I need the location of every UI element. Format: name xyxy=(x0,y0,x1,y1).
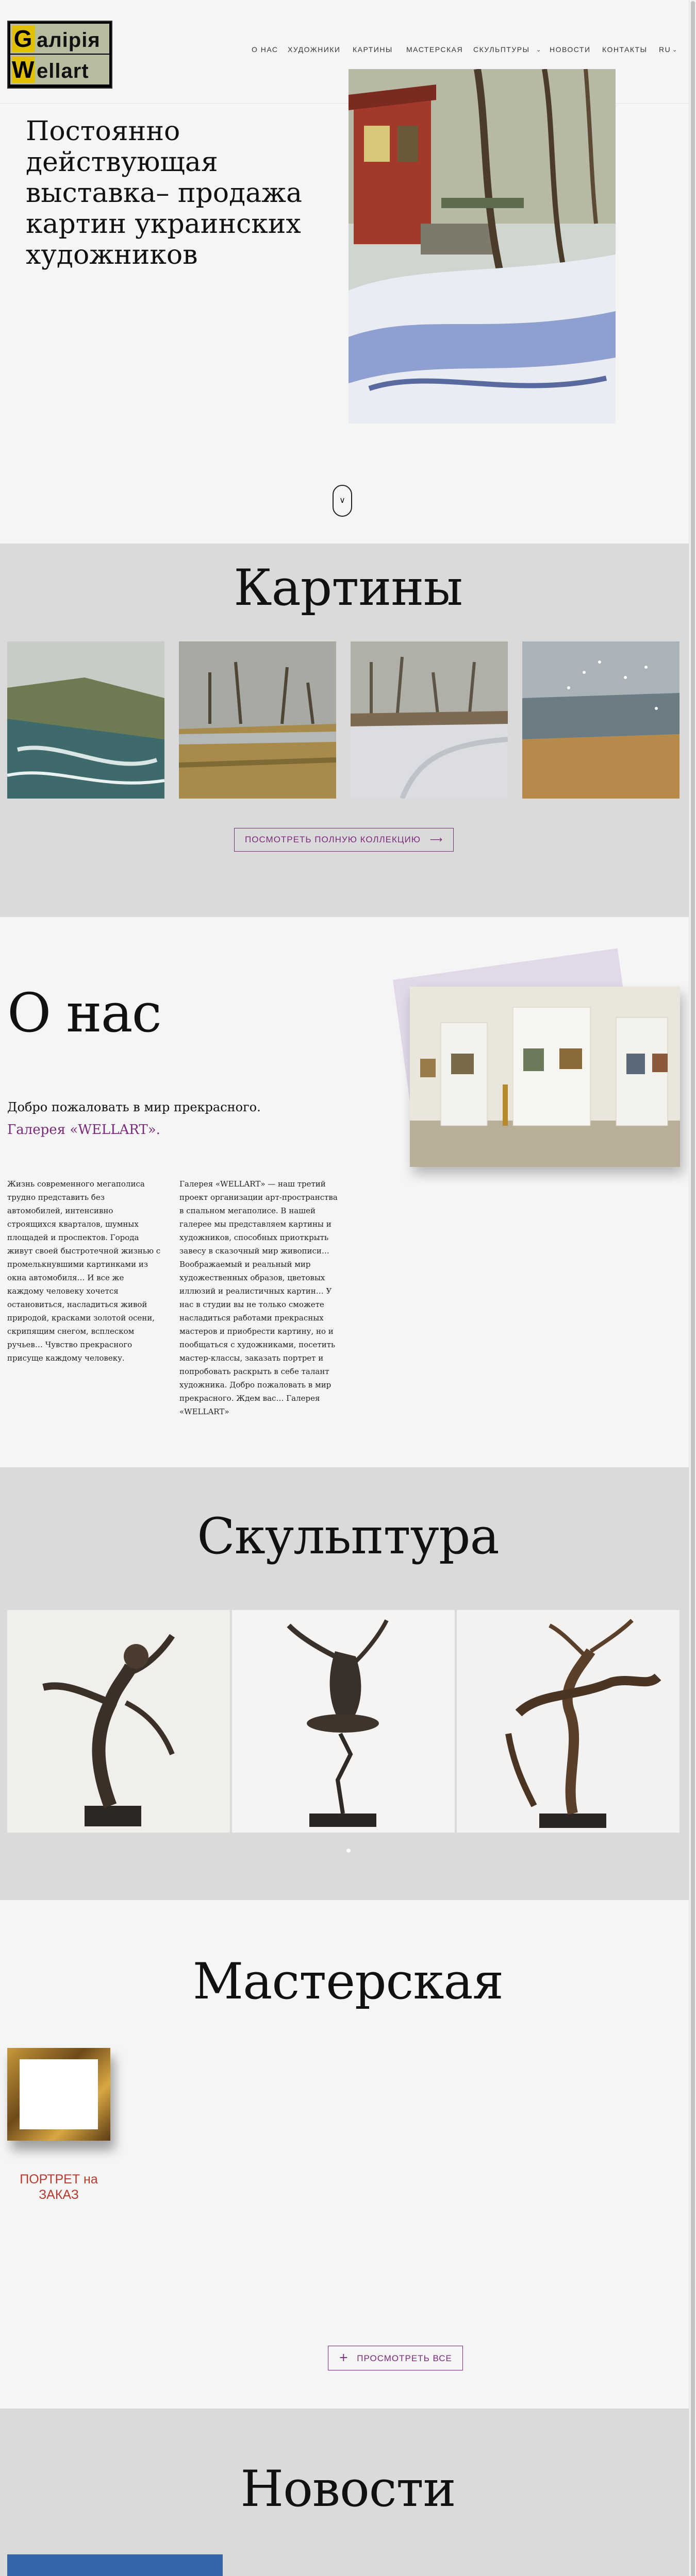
arrow-right-icon: ⟶ xyxy=(429,835,443,845)
portrait-card[interactable] xyxy=(7,2048,110,2208)
portrait-frame xyxy=(7,2048,110,2141)
about-welcome: Добро пожаловать в мир прекрасного. xyxy=(7,1100,261,1114)
carousel-dot-active[interactable] xyxy=(346,1849,351,1853)
scrollbar-thumb[interactable] xyxy=(691,1,695,2576)
logo-cap-g: G xyxy=(12,25,35,52)
nav-item-sculptures[interactable]: СКУЛЬПТУРЫ xyxy=(473,45,530,54)
view-full-collection-button[interactable] xyxy=(234,828,454,852)
view-all-button[interactable] xyxy=(328,2346,463,2370)
painting-thumb-4[interactable] xyxy=(522,641,680,799)
sculpture-card-1[interactable] xyxy=(7,1610,230,1833)
chevron-down-icon[interactable]: ⌄ xyxy=(672,47,678,53)
portrait-frame-canvas xyxy=(20,2059,98,2129)
about-title: О нас xyxy=(7,981,161,1044)
about-column-1: Жизнь современного мегаполиса трудно представить без автомобилей, интенсивно строящихся кварталов, шумных площадей и проспектов. Города живут своей быстротечной жизнью с промелькнувшими картинками из окна автомобиля… И все же каждому человеку хочется остановиться, насладиться живой природой, красками золотой осени, скрипящим снегом, всплеском ручьев… Чувство прекрасного присуще каждому человеку. xyxy=(7,1179,161,1363)
news-title: Новости xyxy=(240,2460,456,2518)
nav-item-language[interactable]: RU xyxy=(659,45,671,54)
site-logo[interactable] xyxy=(7,21,112,89)
carousel-dots xyxy=(342,1849,355,1854)
painting-image xyxy=(522,641,680,799)
nav-item-paintings[interactable]: КАРТИНЫ xyxy=(353,45,393,54)
hero-painting-image xyxy=(349,69,616,423)
nav-item-contacts[interactable]: КОНТАКТЫ xyxy=(602,45,648,54)
paintings-section xyxy=(0,544,696,917)
painting-image xyxy=(179,641,336,799)
news-card-image[interactable] xyxy=(7,2554,223,2576)
paintings-title: Картины xyxy=(234,559,462,617)
portrait-card-label: ПОРТРЕТ на ЗАКАЗ xyxy=(20,2172,98,2202)
hero-painting[interactable] xyxy=(349,69,616,423)
nav-item-about[interactable]: О НАС xyxy=(252,45,278,54)
sculpture-image xyxy=(457,1610,680,1833)
sculpture-card-3[interactable] xyxy=(457,1610,680,1833)
nav-item-news[interactable]: НОВОСТИ xyxy=(550,45,591,54)
painting-thumb-3[interactable] xyxy=(351,641,508,799)
about-photo[interactable] xyxy=(410,987,680,1167)
logo-word-2: ellart xyxy=(37,60,89,82)
hero-title: Постоянно действующая выставка– продажа картин украинских художников xyxy=(26,116,302,270)
chevron-down-icon[interactable]: ⌄ xyxy=(536,47,542,53)
plus-icon: + xyxy=(339,2351,349,2364)
sculpture-card-2[interactable] xyxy=(232,1610,455,1833)
painting-image xyxy=(7,641,164,799)
painting-thumb-1[interactable] xyxy=(7,641,164,799)
chevron-down-icon: ∨ xyxy=(339,496,345,505)
about-column-2: Галерея «WELLART» — наш третий проект организации арт-пространства в спальном мегаполисе. В нашей галерее мы представляем картины и художников, способных приоткрыть завесу в сказочный мир живописи… Воображаемый и реальный мир художественных образов, цветовых иллюзий и реалистичных картин… У нас в студии вы не только сможете насладиться работами прекрасных мастеров и приобрести картину, но и пообщаться с художниками, посетить мастер-классы, заказать портрет и попробовать раскрыть в себе талант художника. Добро пожаловать в мир прекрасного. Ждем вас… Галерея «WELLART» xyxy=(179,1179,338,1416)
painting-thumb-2[interactable] xyxy=(179,641,336,799)
scroll-down-button[interactable] xyxy=(333,485,352,517)
image-placeholder-icon xyxy=(7,2554,223,2576)
nav-item-workshop[interactable]: МАСТЕРСКАЯ xyxy=(406,45,463,54)
nav-item-artists[interactable]: ХУДОЖНИКИ xyxy=(288,45,341,54)
logo-cap-w: W xyxy=(12,56,35,83)
view-all-label: ПРОСМОТРЕТЬ ВСЕ xyxy=(357,2353,452,2363)
sculpture-image xyxy=(232,1610,455,1833)
painting-image xyxy=(351,641,508,799)
about-gallery-name: Галерея «WELLART». xyxy=(7,1122,160,1138)
workshop-title: Мастерская xyxy=(192,1953,504,2010)
sculpture-title: Скульптура xyxy=(197,1507,499,1565)
logo-word-1: алiрiя xyxy=(37,29,101,52)
gallery-interior-image xyxy=(410,987,680,1167)
view-full-collection-label: ПОСМОТРЕТЬ ПОЛНУЮ КОЛЛЕКЦИЮ xyxy=(245,835,421,844)
news-section xyxy=(0,2409,696,2576)
sculpture-image xyxy=(7,1610,230,1833)
scrollbar-track[interactable] xyxy=(689,0,696,2576)
